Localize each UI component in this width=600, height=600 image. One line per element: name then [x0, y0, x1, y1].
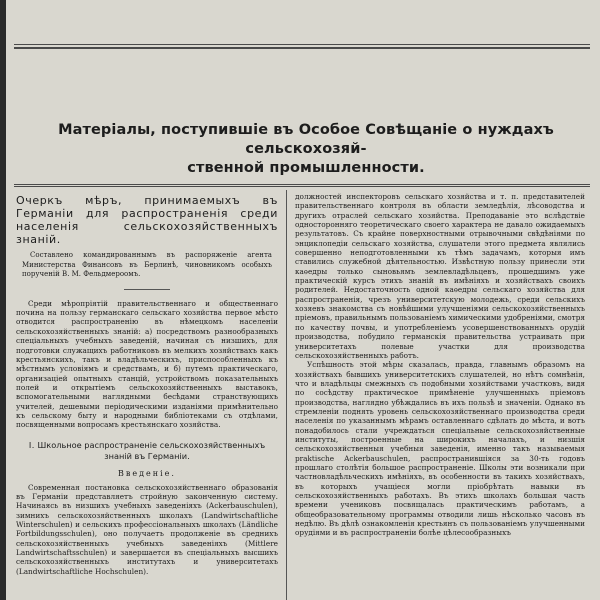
title-rule-bottom	[14, 186, 590, 187]
main-title	[28, 121, 584, 178]
column-divider	[286, 190, 287, 600]
main-title-line-1: Матеріалы, поступившіе въ Особое Совѣщаніе о нуждахъ сельскохозяй-	[58, 122, 554, 157]
compiled-by-note: Составлено командированнымъ въ распоряженіе агента Министерства Финансовъ въ Берлинѣ, чиновникомъ особыхъ порученій В. М. Фельдмероомъ.	[22, 251, 272, 279]
page-binding-edge	[0, 0, 6, 600]
short-divider	[124, 289, 170, 290]
intro-paragraph: Среди мѣропріятій правительственнаго и общественнаго почина на пользу германскаго сельскаго хозяйства первое мѣсто отводится распространенію въ нѣмецкомъ населеніи сельскохозяйственныхъ знаній: а) посредствомъ разнообразныхъ спеціальныхъ учебныхъ заведеній, начиная съ низшихъ, для подготовки служащихъ работниковъ въ мелкихъ хозяйствахъ какъ крестьянскихъ, такъ и владѣльческихъ, приспособленныхъ къ мѣстнымъ условіямъ и средствамъ, и б) путемъ практическаго, организаціей опытныхъ станцій, устройствомъ показательныхъ полей и открытіемъ сельскохозяйственныхъ выставокъ, вспомогательными наглядными бесѣдами странствующихъ учителей, дешевыми періодическими изданіями примѣнительно къ сельскому быту и народными библіотеками съ отдѣлами, посвященными вопросамъ крестьянскаго хозяйства.	[16, 298, 278, 430]
right-column	[295, 192, 585, 600]
header-rule-thick	[14, 47, 590, 49]
article-title: Очеркъ мѣръ, принимаемыхъ въ Германіи для распространенія среди населенія сельскохозяйственныхъ знаній.	[16, 194, 278, 246]
left-column	[16, 192, 278, 600]
introduction-text: Современная постановка сельскохозяйственнаго образованія въ Германіи представляетъ стройную законченную систему. Начинаясь въ низшихъ учебныхъ заведеніяхъ (Ackerbauschulen), зимнихъ сельскохозяйственныхъ школахъ (Landwirtschaftliche Winterschulen) и сельскихъ профессіональныхъ школахъ (Ländliche Fortbildungsschulen), оно получаетъ продолженіе въ среднихъ сельскохозяйственныхъ учебныхъ заведеніяхъ (Mittlere Landwirtschaftsschulen) и завершается въ спеціальныхъ высшихъ сельскохозяйственныхъ институтахъ и университетахъ (Landwirtschaftliche Hochschulen).	[16, 482, 278, 576]
section-title: Школьное распространеніе сельскохозяйственныхъ знаній въ Германіи.	[37, 439, 266, 461]
title-rule-top	[14, 184, 590, 185]
header-rule	[14, 44, 590, 45]
section-number: I.	[28, 439, 35, 450]
subsection-title: Введеніе.	[118, 468, 176, 478]
second-paragraph: Успѣшность этой мѣры сказалась, правда, главнымъ образомъ на хозяйствахъ бывшихъ университетскихъ слушателей, но нѣтъ сомнѣнія, что и владѣльцы смежныхъ съ подобными хозяйствами участковъ, видя по сосѣдству практическое примѣненіе улучшенныхъ пріемовъ производства, наглядно убѣждались въ ихъ пользѣ и значеніи. Однако въ стремленіи поднять уровень сельскохозяйственнаго производства среди населенія по указаннымъ мѣрамъ оставленнаго сдѣлать до мѣста, и вотъ понадобилось стали учреждаться спеціальные сельскохозяйственные институты, построенные на широкихъ началахъ, и низшія сельскохозяйственныя учебныя заведенія, именно такъ называемыя praktische Ackerbauschulen, распространившіяся за 30-ть годовъ прошлаго столѣтія большое распространеніе. Школы эти возникали при частновладѣльческихъ имѣніяхъ, въ особенности въ такихъ хозяйствахъ, въ которыхъ учащіеся могли пріобрѣтать навыки въ сельскохозяйственныхъ работахъ. Въ этихъ школахъ большая часть времени учениковъ посвящалась практическимъ работамъ, а общеобразовательному программы отводили лишь нѣсколько часовъ въ недѣлю. Въ дѣлѣ ознакомленія крестьянъ съ пользованіемъ улучшенными орудіями и въ распространеніи болѣе цѣлесообразныхъ	[295, 360, 585, 538]
section-heading	[16, 440, 278, 462]
main-title-line-2: ственной промышленности.	[187, 160, 425, 176]
continuation-paragraph: должностей инспекторовъ сельскаго хозяйства и т. п. представителей правительственнаго контроля въ области земледѣлія, лѣсоводства и другихъ отраслей сельскаго хозяйства. Преподаваніе это вслѣдствіе односторонняго теоретическаго своего характера не давало ожидаемыхъ результатовъ. Съ крайне поверхностными отрывочными свѣдѣніями по энциклопедіи сельскаго хозяйства, слушатели этого предмета являлись совершенно неподготовленными къ тѣмъ задачамъ, которыя имъ ставились служебной дѣятельностью. Извѣстную пользу принесли эти каѳедры только сыновьямъ землевладѣльцевъ, прошедшимъ уже практическій курсъ этихъ знаній въ имѣніяхъ и хозяйствахъ своихъ родителей. Недостаточность одной каѳедры сельскаго хозяйства для распространенія, чрезъ университетскую молодежь, среди сельскихъ хозяевъ знакомства съ новѣйшими улучшеніями сельскохозяйственныхъ пріемовъ, правильнымъ пользованіемъ химическими удобреніями, смотря по качеству почвы, и употребленіемъ усовершенствованныхъ орудій производства, побудило германскія правительства устраивать при университетахъ полевые участки для производства сельскохозяйственныхъ работъ.	[295, 192, 585, 360]
